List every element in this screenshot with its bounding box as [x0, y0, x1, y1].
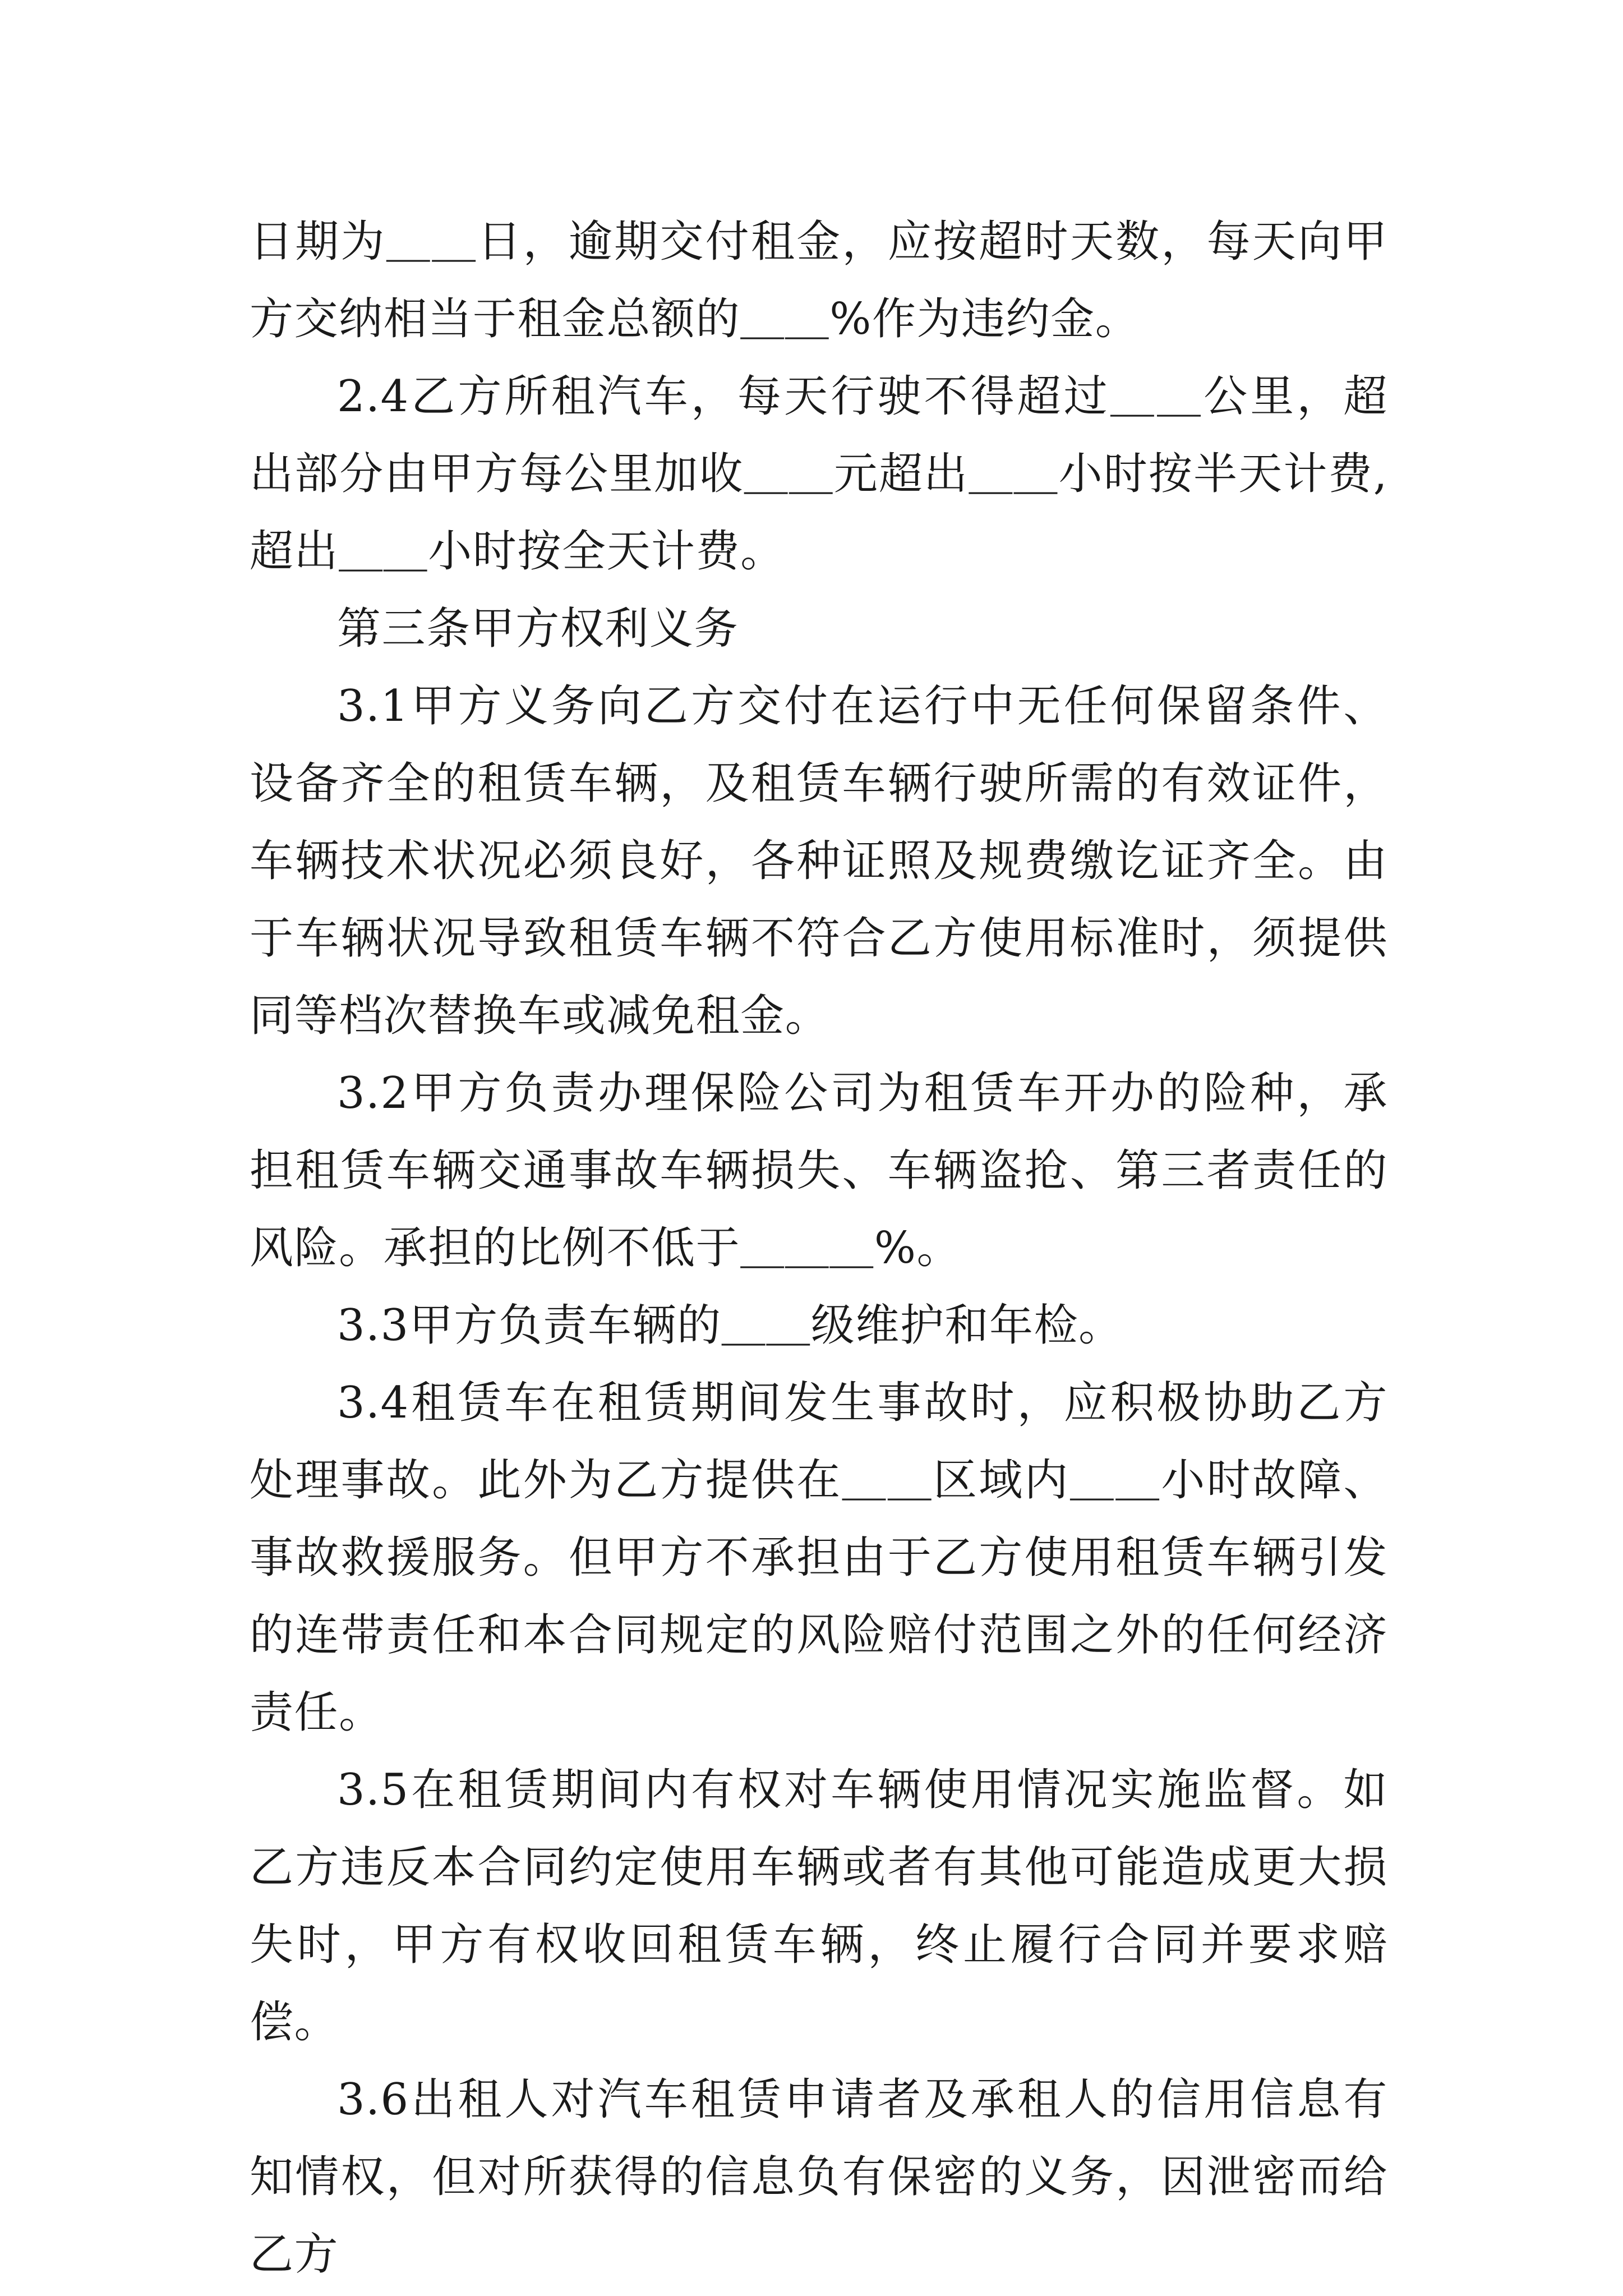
paragraph-clause-3-1: 3.1甲方义务向乙方交付在运行中无任何保留条件、设备齐全的租赁车辆，及租赁车辆行驶所需的有效证件，车辆技术状况必须良好，各种证照及规费缴讫证齐全。由于车辆状况导致租赁车辆不符合乙方使用标准时，须提供同等档次替换车或减免租金。 — [250, 681, 1388, 1041]
paragraph-clause-3-2: 3.2甲方负责办理保险公司为租赁车开办的险种，承担租赁车辆交通事故车辆损失、车辆盗抢、第三者责任的风险。承担的比例不低于＿＿＿%。 — [250, 1068, 1388, 1273]
document-body — [250, 203, 1388, 2293]
section-heading-article-3: 第三条甲方权利义务 — [337, 604, 739, 654]
paragraph-clause-2-4: 2.4乙方所租汽车，每天行驶不得超过＿＿公里，超出部分由甲方每公里加收＿＿元超出＿＿小时按半天计费,超出＿＿小时按全天计费。 — [250, 371, 1388, 577]
paragraph-clause-3-3: 3.3甲方负责车辆的＿＿级维护和年检。 — [337, 1300, 1123, 1351]
paragraph-clause-3-6: 3.6出租人对汽车租赁申请者及承租人的信用信息有知情权，但对所获得的信息负有保密的义务，因泄密而给乙方 — [250, 2074, 1388, 2280]
paragraph-overdue-rent: 日期为＿＿日，逾期交付租金，应按超时天数，每天向甲方交纳相当于租金总额的＿＿%作为违约金。 — [250, 217, 1388, 344]
paragraph-clause-3-5: 3.5在租赁期间内有权对车辆使用情况实施监督。如乙方违反本合同约定使用车辆或者有其他可能造成更大损失时，甲方有权收回租赁车辆，终止履行合同并要求赔偿。 — [250, 1765, 1388, 2047]
paragraph-clause-3-4: 3.4租赁车在租赁期间发生事故时，应积极协助乙方处理事故。此外为乙方提供在＿＿区域内＿＿小时故障、事故救援服务。但甲方不承担由于乙方使用租赁车辆引发的连带责任和本合同规定的风险赔付范围之外的任何经济责任。 — [250, 1378, 1388, 1738]
